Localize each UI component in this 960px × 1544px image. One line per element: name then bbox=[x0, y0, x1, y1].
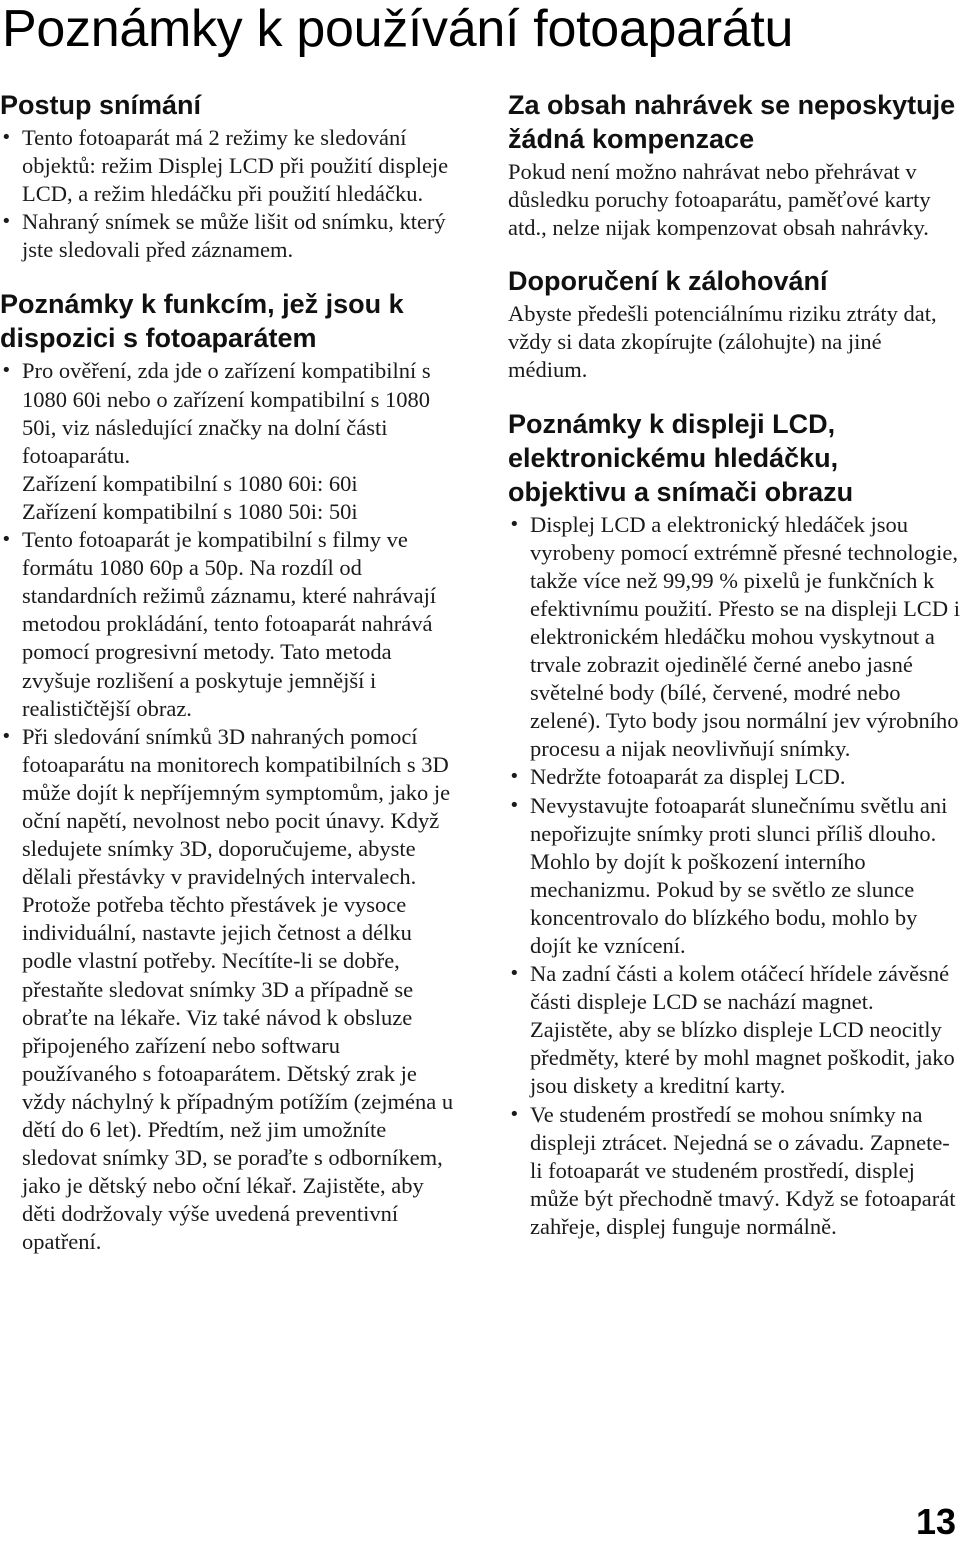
list-item: • Tento fotoaparát je kompatibilní s filmy ve formátu 1080 60p a 50p. Na rozdíl od standardních režimů záznamu, které nahrávají metodou prokládání, tento fotoaparát nahrává pomocí progresivní metody. Tato metoda zvyšuje rozlišení a poskytuje jemnější i realističtější obraz. bbox=[0, 526, 460, 723]
section-heading: Postup snímání bbox=[0, 90, 202, 120]
bullet-list bbox=[0, 526, 460, 1256]
list-item: • Ve studeném prostředí se mohou snímky na displeji ztrácet. Nejedná se o závadu. Zapnete-li fotoaparát ve studeném prostředí, displej může být přechodně tmavý. Když se fotoaparát zahřeje, displej funguje normálně. bbox=[508, 1101, 960, 1241]
list-item: • Nedržte fotoaparát za displej LCD. bbox=[508, 763, 960, 791]
list-item: • Nevystavujte fotoaparát slunečnímu světlu ani nepořizujte snímky proti slunci příliš dlouho. Mohlo by dojít k poškození interního mechanizmu. Pokud by se světlo ze slunce koncentrovalo do blízkého bodu, mohlo by dojít ke vznícení. bbox=[508, 792, 960, 961]
section-text: Abyste předešli potenciálnímu riziku ztráty dat, vždy si data zkopírujte (zálohujte) na jiné médium. bbox=[508, 301, 937, 383]
page-title: Poznámky k používání fotoaparátu bbox=[2, 0, 794, 58]
section-lcd-notes bbox=[508, 407, 960, 1241]
compat-line-60i: Zařízení kompatibilní s 1080 60i: 60i bbox=[22, 470, 358, 496]
list-item: • Tento fotoaparát má 2 režimy ke sledování objektů: režim Displej LCD při použití displeje LCD, a režim hledáčku při použití hledáčku. bbox=[0, 124, 460, 208]
list-item: • Displej LCD a elektronický hledáček jsou vyrobeny pomocí extrémně přesné technologie, takže více než 99,99 % pixelů je funkčních k efektivnímu použití. Přesto se na displeji LCD i elektronickém hledáčku mohou vyskytnout a trvale zobrazit ojedinělé černé anebo jasné světelné body (bílé, červené, modré nebo zelené). Tyto body jsou normální jev výrobního procesu a nijak neovlivňují snímky. bbox=[508, 511, 960, 764]
section-no-compensation bbox=[508, 88, 960, 242]
right-column bbox=[508, 88, 960, 1241]
section-heading: Poznámky k displeji LCD, elektronickému hledáčku, objektivu a snímači obrazu bbox=[508, 408, 854, 507]
compat-line-50i: Zařízení kompatibilní s 1080 50i: 50i bbox=[22, 498, 358, 524]
left-column bbox=[0, 88, 460, 1256]
list-item: • Nahraný snímek se může lišit od snímku, který jste sledovali před záznamem. bbox=[0, 208, 460, 264]
bullet-list bbox=[0, 124, 460, 264]
list-item: • Při sledování snímků 3D nahraných pomocí fotoaparátu na monitorech kompatibilních s 3D může dojít k nepříjemným symptomům, jako je oční napětí, nevolnost nebo pocit únavy. Když sledujete snímky 3D, doporučujeme, abyste dělali přestávky v pravidelných intervalech. Protože potřeba těchto přestávek je vysoce individuální, nastavte jejich četnost a délku podle vlastní potřeby. Necítíte-li se dobře, přestaňte sledovat snímky 3D a případně se obraťte na lékaře. Viz také návod k obsluze připojeného zařízení nebo softwaru používaného s fotoaparátem. Dětský zrak je vždy náchylný k případným potížím (zejména u dětí do 6 let). Předtím, než jim umožníte sledovat snímky 3D, se poraďte s odborníkem, jako je dětský nebo oční lékař. Zajistěte, aby děti dodržovaly výše uvedená preventivní opatření. bbox=[0, 723, 460, 1257]
bullet-list bbox=[0, 357, 460, 469]
section-text: Pokud není možno nahrávat nebo přehrávat v důsledku poruchy fotoaparátu, paměťové karty atd., nelze nijak kompenzovat obsah nahrávky. bbox=[508, 159, 931, 241]
list-item-text: Pro ověření, zda jde o zařízení kompatibilní s 1080 60i nebo o zařízení kompatibilní s 1080 50i, viz následující značky na dolní části fotoaparátu. bbox=[22, 358, 431, 468]
section-heading: Poznámky k funkcím, jež jsou k dispozici s fotoaparátem bbox=[0, 289, 404, 354]
list-item: • Na zadní části a kolem otáčecí hřídele závěsné části displeje LCD se nachází magnet. Zajistěte, aby se blízko displeje LCD neocitly předměty, které by mohl magnet poškodit, jako jsou diskety a kreditní karty. bbox=[508, 960, 960, 1100]
page-number: 13 bbox=[915, 1501, 956, 1542]
section-heading: Za obsah nahrávek se neposkytuje žádná kompenzace bbox=[508, 90, 956, 154]
list-item bbox=[0, 357, 460, 469]
section-heading: Doporučení k zálohování bbox=[508, 266, 828, 297]
bullet-list bbox=[508, 511, 960, 1241]
section-camera-functions bbox=[0, 287, 460, 1256]
section-backup bbox=[508, 264, 960, 384]
section-shooting-procedure bbox=[0, 88, 460, 264]
